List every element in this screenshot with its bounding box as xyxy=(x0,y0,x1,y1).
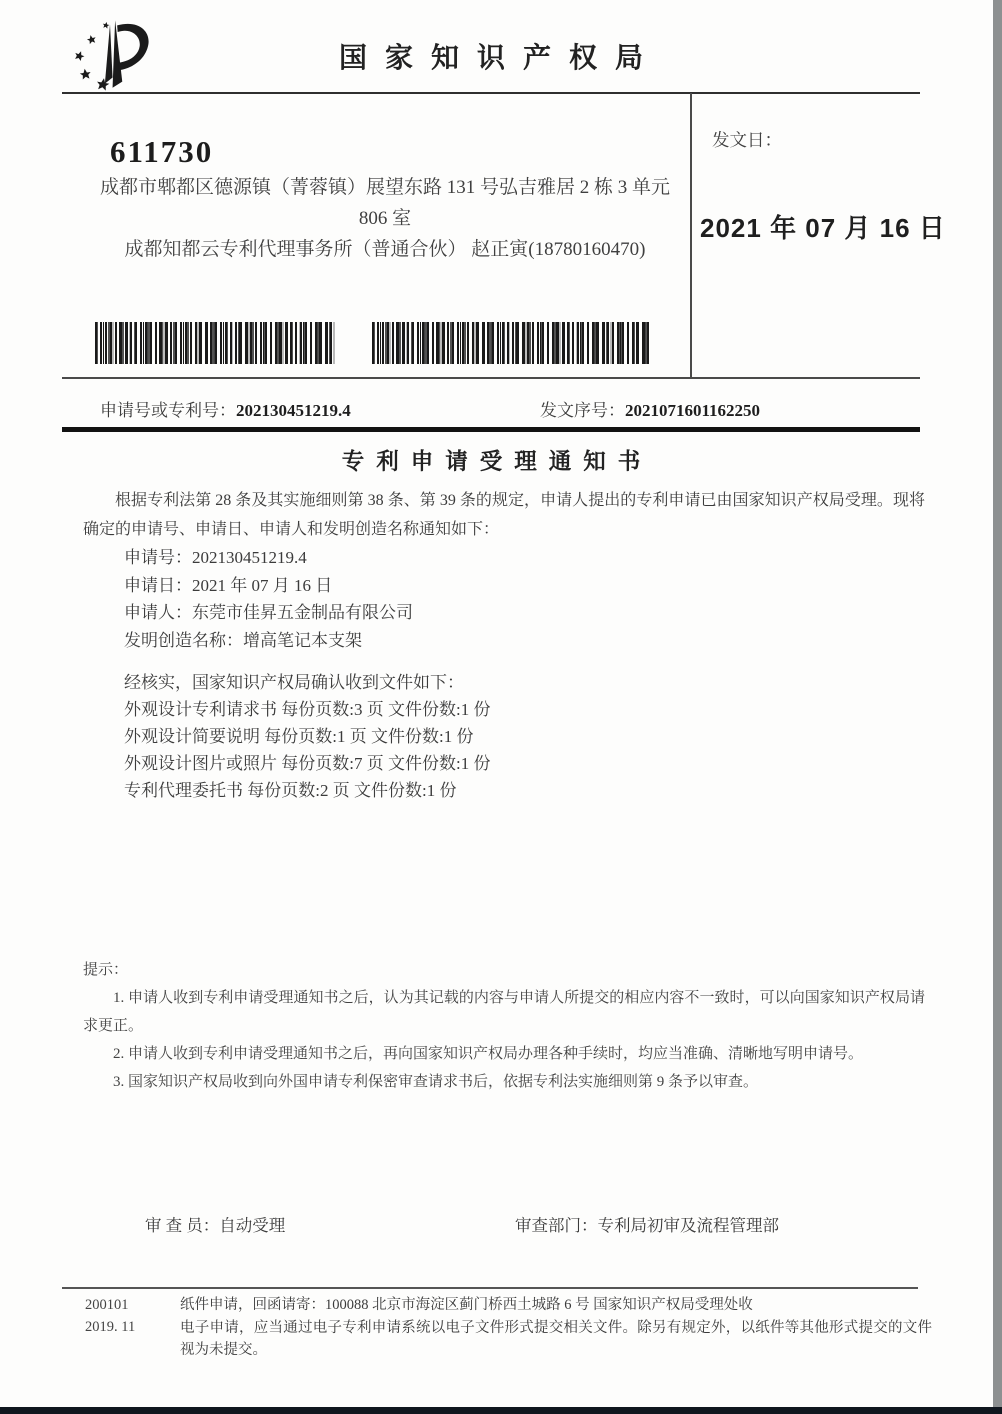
footer-rule xyxy=(62,1287,918,1289)
tip-item-1: 1. 申请人收到专利申请受理通知书之后，认为其记载的内容与申请人所提交的相应内容不一致时，可以向国家知识产权局请求更正。 xyxy=(83,990,925,1034)
department-row xyxy=(515,1212,779,1236)
received-document-item: 专利代理委托书 每份页数:2 页 文件份数:1 份 xyxy=(124,781,457,800)
field-invention-title: 发明创造名称：增高笔记本支架 xyxy=(124,630,362,650)
notice-intro-paragraph: 根据专利法第 28 条及其实施细则第 38 条、第 39 条的规定，申请人提出的专利申请已由国家知识产权局受理。现将确定的申请号、申请日、申请人和发明创造名称通知如下： xyxy=(83,492,925,538)
field-applicant: 申请人：东莞市佳昇五金制品有限公司 xyxy=(124,603,413,622)
serial-number-row xyxy=(540,396,760,421)
tips-label: 提示： xyxy=(83,962,129,978)
tip-item-2: 2. 申请人收到专利申请受理通知书之后，再向国家知识产权局办理各种手续时，均应当准确、清晰地写明申请号。 xyxy=(113,1046,864,1062)
received-document-item: 外观设计简要说明 每份页数:1 页 文件份数:1 份 xyxy=(124,727,474,746)
received-document-item: 外观设计图片或照片 每份页数:7 页 文件份数:1 份 xyxy=(124,754,491,773)
tips-section xyxy=(83,956,925,1096)
form-code: 200101 xyxy=(85,1297,129,1313)
thick-divider xyxy=(62,427,920,432)
agent-line: 成都知都云专利代理事务所（普通合伙） 赵正寅(18780160470) xyxy=(124,239,646,260)
address-line-1: 成都市郫都区德源镇（菁蓉镇）展望东路 131 号弘吉雅居 2 栋 3 单元 xyxy=(99,177,670,198)
footer-instructions xyxy=(180,1294,932,1362)
serial-number-value: 2021071601162250 xyxy=(625,401,761,420)
issue-date-box-divider xyxy=(690,93,692,377)
examiner-row xyxy=(145,1212,285,1236)
recipient-address xyxy=(95,172,675,265)
scan-edge-bottom xyxy=(0,1407,1002,1414)
form-date: 2019. 11 xyxy=(85,1319,136,1335)
form-code-block xyxy=(85,1294,135,1338)
footer-line-electronic: 电子申请，应当通过电子专利申请系统以电子文件形式提交相关文件。除另有规定外，以纸件等其他形式提交的文件视为未提交。 xyxy=(180,1319,932,1358)
tip-item-3: 3. 国家知识产权局收到向外国申请专利保密审查请求书后，依据专利法实施细则第 9 条予以审查。 xyxy=(113,1074,759,1090)
footer-line-paper: 纸件申请，回函请寄：100088 北京市海淀区蓟门桥西土城路 6 号 国家知识产权局受理处收 xyxy=(180,1297,753,1313)
agency-title: 国家知识产权局 xyxy=(338,42,661,73)
issue-date-label: 发文日： xyxy=(712,130,782,150)
field-application-number: 申请号：202130451219.4 xyxy=(124,548,307,567)
received-document-item: 外观设计专利请求书 每份页数:3 页 文件份数:1 份 xyxy=(124,700,491,719)
notice-title: 专利申请受理通知书 xyxy=(341,449,653,474)
scan-edge-right xyxy=(993,0,1002,1414)
serial-number-label: 发文序号： xyxy=(540,401,625,420)
application-fields xyxy=(124,544,413,654)
header-rule xyxy=(62,92,920,94)
application-number-label: 申请号或专利号： xyxy=(100,401,236,420)
examiner-label: 审 查 员： xyxy=(145,1216,220,1235)
application-number-row xyxy=(100,396,351,421)
mid-rule xyxy=(62,377,920,379)
issue-date-value: 2021 年 07 月 16 日 xyxy=(700,213,946,243)
field-application-date: 申请日：2021 年 07 月 16 日 xyxy=(124,575,333,595)
received-intro: 经核实，国家知识产权局确认收到文件如下： xyxy=(124,673,464,692)
postal-code: 611730 xyxy=(110,134,214,169)
examiner-value: 自动受理 xyxy=(219,1216,286,1235)
received-documents xyxy=(124,669,490,804)
application-number-value: 202130451219.4 xyxy=(236,401,351,420)
department-value: 专利局初审及流程管理部 xyxy=(597,1216,779,1235)
department-label: 审查部门： xyxy=(515,1216,598,1235)
barcode-left xyxy=(95,322,335,364)
barcode-right xyxy=(372,322,650,364)
address-line-2: 806 室 xyxy=(358,208,412,229)
